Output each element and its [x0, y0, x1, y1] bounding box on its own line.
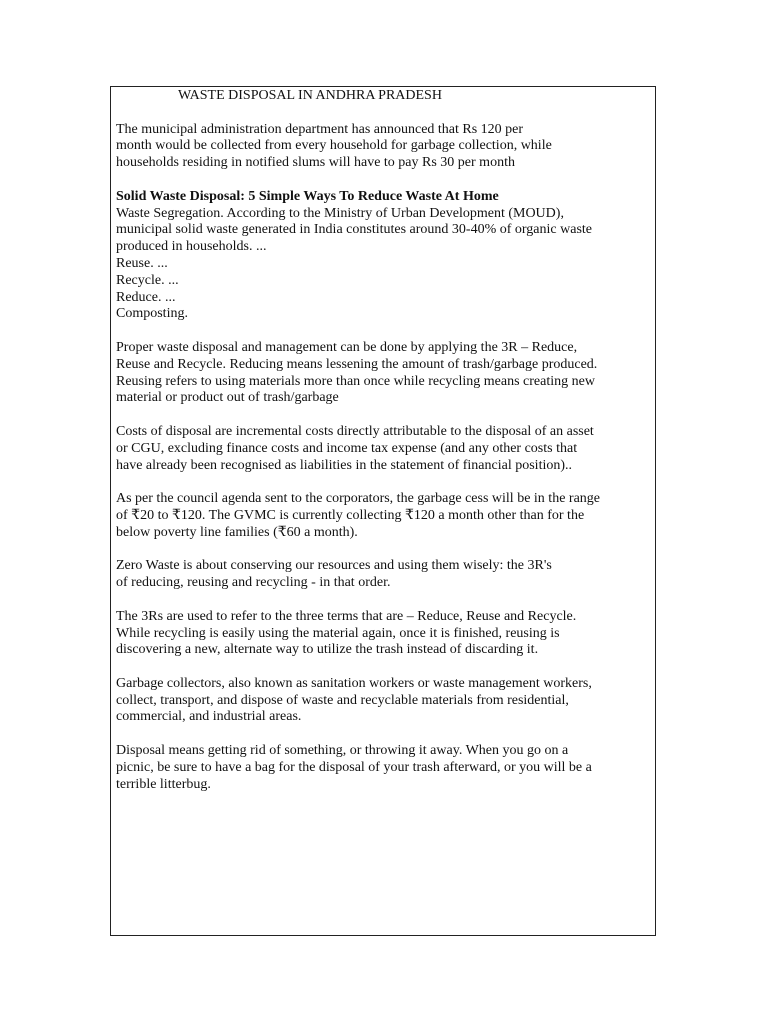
text-line: households residing in notified slums will have to pay Rs 30 per month [116, 155, 515, 171]
text-line: Garbage collectors, also known as sanitation workers or waste management workers, [116, 675, 592, 691]
text-line: The 3Rs are used to refer to the three terms that are – Reduce, Reuse and Recycle. [116, 608, 577, 624]
text-line: While recycling is easily using the material again, once it is finished, reusing is [116, 625, 560, 641]
text-line: Reuse and Recycle. Reducing means lessening the amount of trash/garbage produced. [116, 356, 598, 372]
document-title: WASTE DISPOSAL IN ANDHRA PRADESH [178, 88, 442, 103]
text-line: of reducing, reusing and recycling - in that order. [116, 575, 391, 591]
section-heading: Solid Waste Disposal: 5 Simple Ways To Reduce Waste At Home [116, 188, 499, 204]
paragraph [116, 189, 652, 323]
paragraph [116, 340, 652, 407]
text-line: Recycle. ... [116, 272, 179, 288]
text-line: Reduce. ... [116, 289, 176, 305]
paragraph [116, 491, 652, 541]
text-line: Zero Waste is about conserving our resources and using them wisely: the 3R's [116, 558, 552, 574]
text-line: have already been recognised as liabilities in the statement of financial position).. [116, 457, 573, 473]
text-line: Costs of disposal are incremental costs directly attributable to the disposal of an asset [116, 423, 594, 439]
text-line: Disposal means getting rid of something, or throwing it away. When you go on a [116, 743, 569, 759]
paragraph [116, 743, 652, 793]
text-line: terrible litterbug. [116, 776, 211, 792]
text-line: month would be collected from every household for garbage collection, while [116, 138, 552, 154]
text-line: Proper waste disposal and management can be done by applying the 3R – Reduce, [116, 339, 578, 355]
text-line: below poverty line families (₹60 a month). [116, 524, 358, 540]
text-line: material or product out of trash/garbage [116, 390, 339, 406]
text-line: municipal solid waste generated in India constitutes around 30-40% of organic waste [116, 222, 592, 238]
text-line: Reusing refers to using materials more than once while recycling means creating new [116, 373, 595, 389]
text-line: or CGU, excluding finance costs and income tax expense (and any other costs that [116, 440, 578, 456]
paragraph [116, 676, 652, 726]
paragraph [116, 122, 652, 172]
document-body [116, 88, 652, 810]
text-line: produced in households. ... [116, 239, 267, 255]
text-line: As per the council agenda sent to the corporators, the garbage cess will be in the range [116, 491, 600, 507]
paragraph [116, 424, 652, 474]
text-line: Reuse. ... [116, 255, 168, 271]
paragraph [116, 558, 652, 592]
text-line: of ₹20 to ₹120. The GVMC is currently collecting ₹120 a month other than for the [116, 507, 585, 523]
text-line: discovering a new, alternate way to utilize the trash instead of discarding it. [116, 642, 539, 658]
text-line: The municipal administration department has announced that Rs 120 per [116, 121, 524, 137]
paragraph [116, 609, 652, 659]
text-line: Composting. [116, 306, 188, 322]
paragraph-list [116, 122, 652, 794]
text-line: Waste Segregation. According to the Ministry of Urban Development (MOUD), [116, 205, 564, 221]
text-line: collect, transport, and dispose of waste and recyclable materials from residential, [116, 692, 569, 708]
text-line: picnic, be sure to have a bag for the disposal of your trash afterward, or you will be a [116, 759, 592, 775]
text-line: commercial, and industrial areas. [116, 709, 302, 725]
